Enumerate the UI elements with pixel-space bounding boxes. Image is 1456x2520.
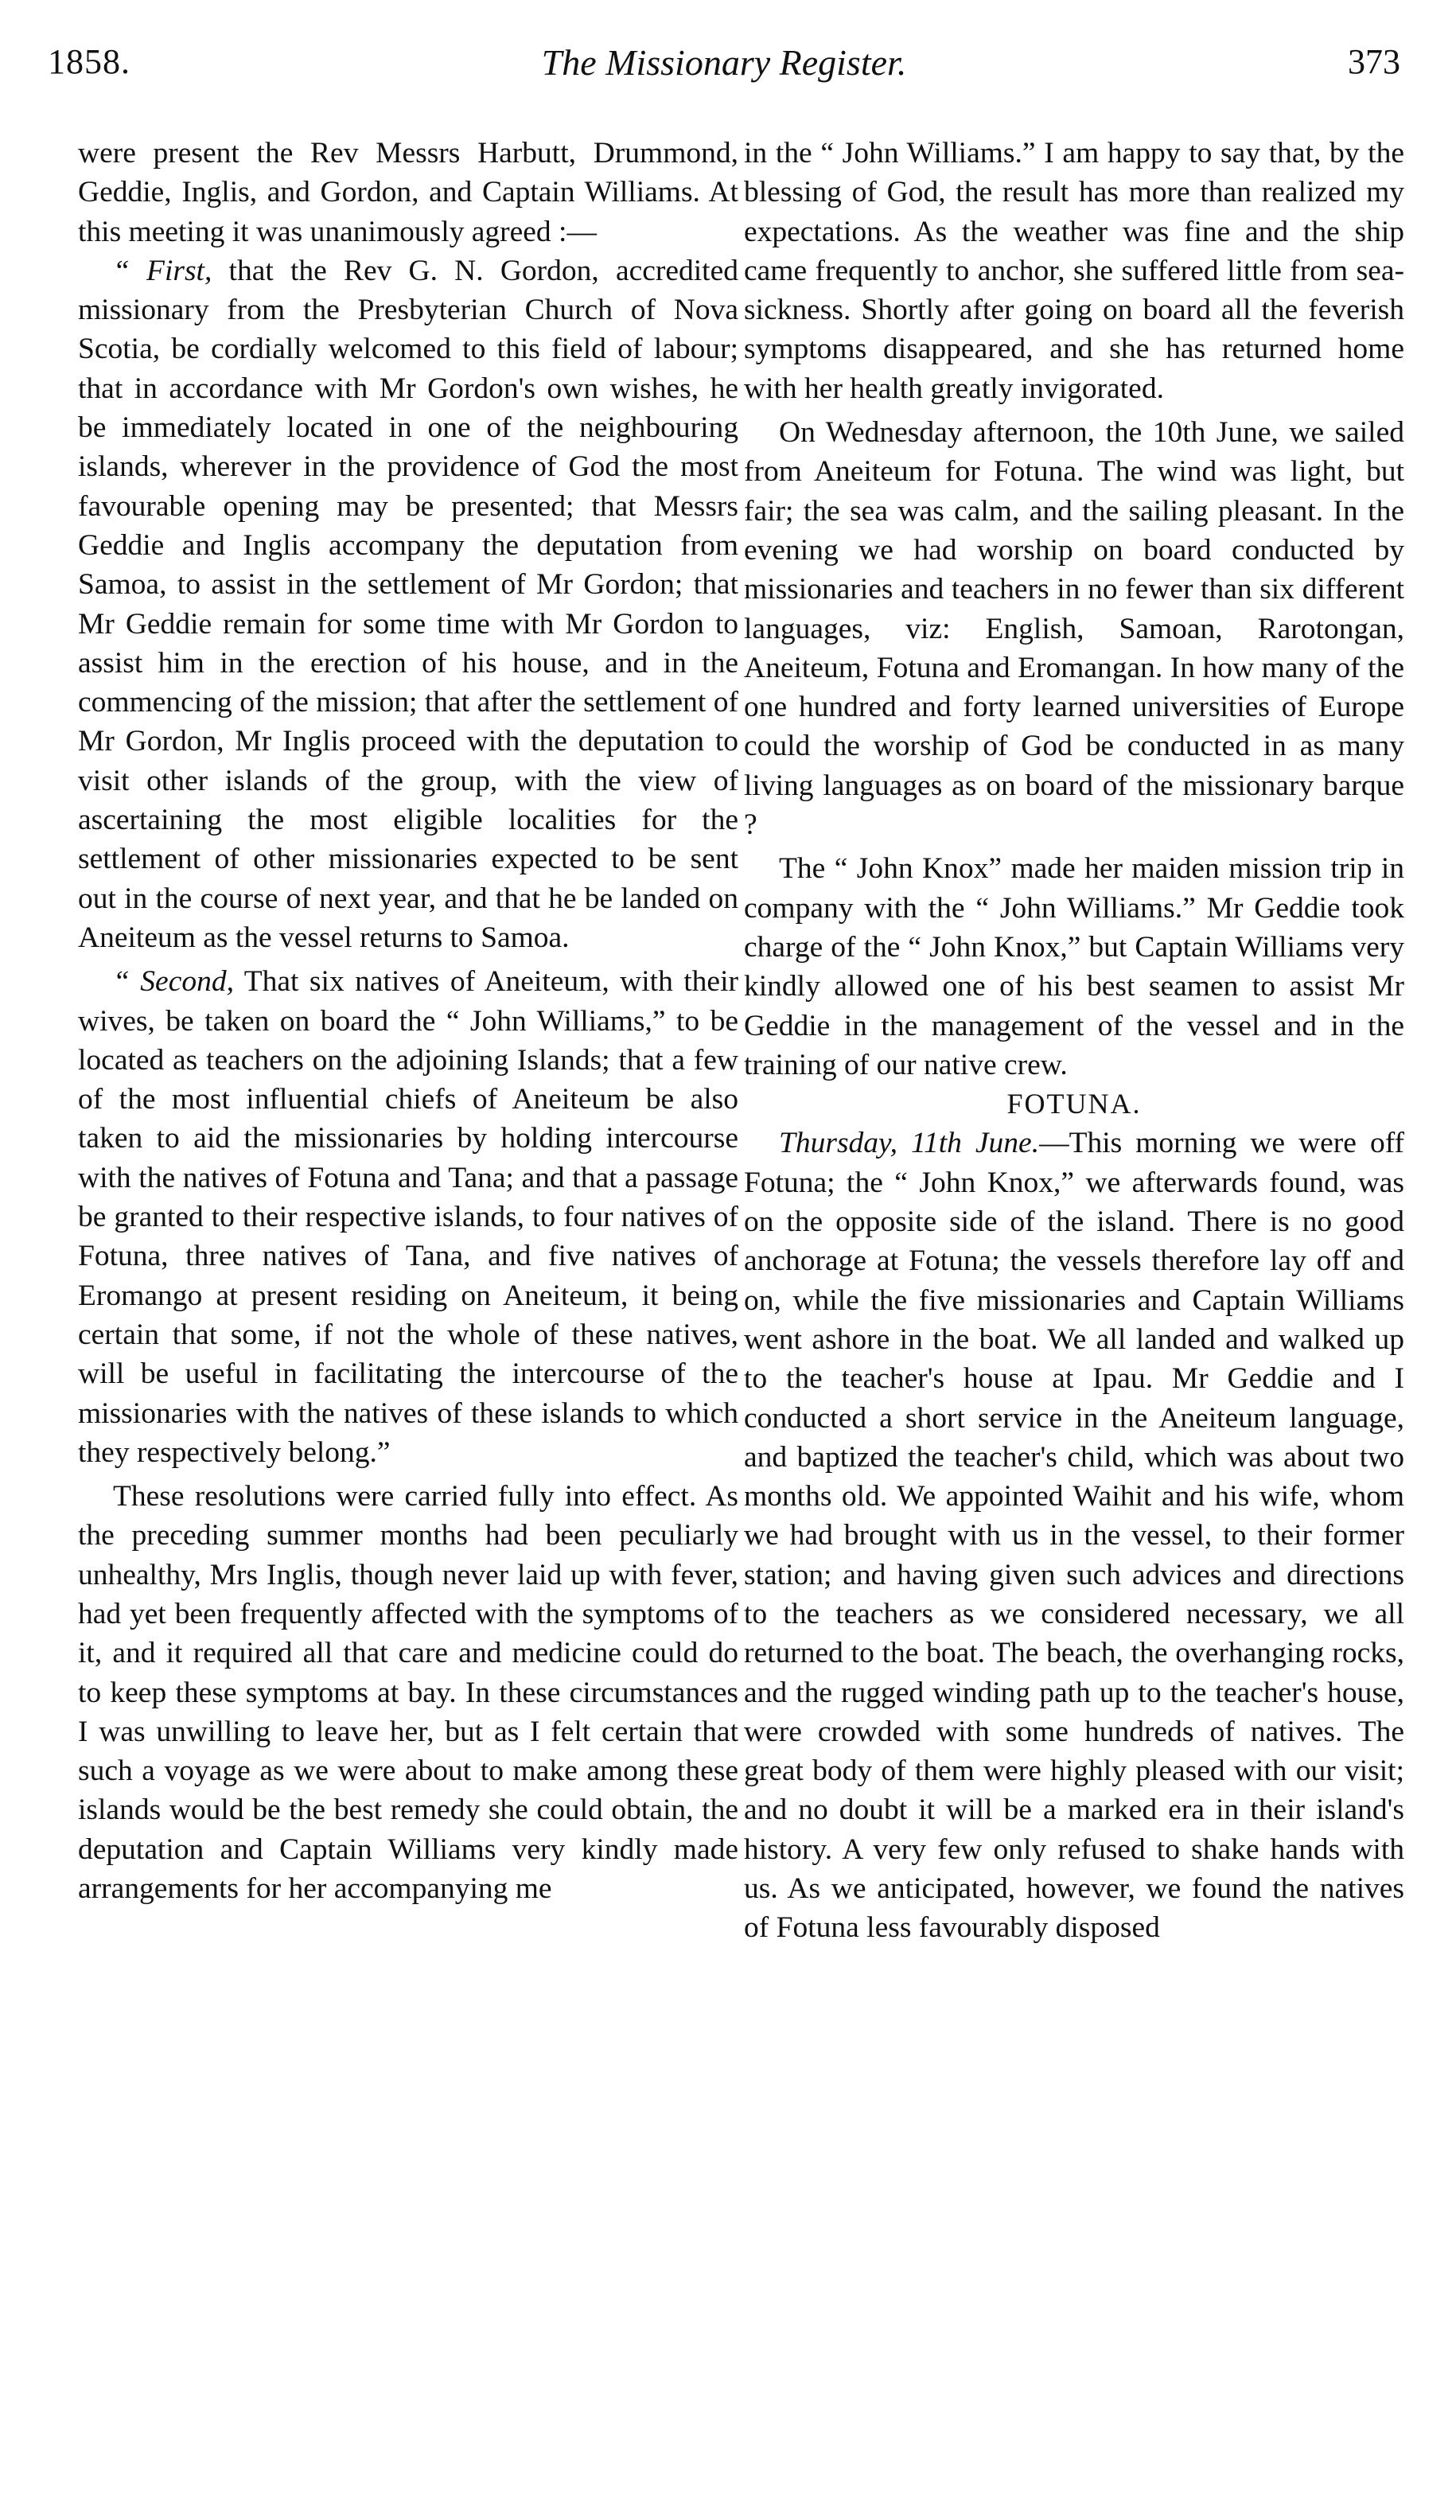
paragraph-first-resolution: [78, 251, 738, 957]
paragraph-meeting: were present the Rev Messrs Harbutt, Drummond, Geddie, Inglis, and Gordon, and Captain Williams. At this meeting it was unanimously agreed :—: [78, 137, 738, 248]
header-year: 1858.: [48, 42, 130, 81]
header-page-number: 373: [1348, 42, 1400, 81]
first-resolution-text: that the Rev G. N. Gordon, accredited missionary from the Presbyterian Church of Nova Scotia, be cordially welcomed to this field of labour; that in accordance with Mr Gordon's own wishes, he be immediately located in one of the neighbouring islands, wherever in the providence of God the most favourable opening may be presented; that Messrs Geddie and Inglis accompany the deputation from Samoa, to assist in the settlement of Mr Gordon; that Mr Geddie remain for some time with Mr Gordon to assist him in the erection of his house, and in the commencing of the mission; that after the settlement of Mr Gordon, Mr Inglis proceed with the deputation to visit other islands of the group, with the view of ascertaining the most eligible localities for the settlement of other missionaries expected to be sent out in the course of next year, and that he be landed on Aneiteum as the vessel returns to Samoa.: [78, 254, 738, 954]
thursday-date-lead: Thursday, 11th June.: [779, 1127, 1040, 1160]
paragraph-sailing-fotuna: On Wednesday afternoon, the 10th June, we sailed from Aneiteum for Fotuna. The wind was light, but fair; the sea was calm, and the sailing pleasant. In the evening we had worship on board conducted by missionaries and teachers in no fewer than six different languages, viz: English, Samoan, Rarotongan, Aneiteum, Fotuna and Eromangan. In how many of the one hundred and forty learned universities of Europe could the worship of God be conducted in as many living languages as on board of the missionary barque ?: [744, 416, 1404, 842]
paragraph-resolutions-carried: These resolutions were carried fully into effect. As the preceding summer months had been peculiarly unhealthy, Mrs Inglis, though never laid up with fever, had yet been frequently affected with the symptoms of it, and it required all that care and medicine could do to keep these symptoms at bay. In these circumstances I was unwilling to leave her, but as I felt certain that such a voyage as we were about to make among these islands would be the best remedy she could obtain, the deputation and Captain Williams very kindly made arrangements for her accompanying me: [78, 1480, 738, 1906]
running-head: [48, 41, 1400, 113]
section-heading-fotuna: FOTUNA.: [1006, 1088, 1142, 1120]
right-column: [744, 134, 1404, 1948]
paragraph-thursday: [744, 1124, 1404, 1947]
header-title: The Missionary Register.: [541, 42, 907, 83]
paragraph-john-williams: in the “ John Williams.” I am happy to say that, by the blessing of God, the result has more than realized my expectations. As the weather was fine and the ship came frequently to anchor, she suffered little from sea-sickness. Shortly after going on board all the feverish symptoms disappeared, and she has returned home with her health greatly invigorated.: [744, 137, 1404, 405]
first-resolution-lead: “ First,: [113, 254, 212, 287]
paragraph-second-resolution: [78, 962, 738, 1472]
second-resolution-lead: “ Second,: [113, 965, 234, 999]
thursday-text: —This morning we were off Fotuna; the “ John Knox,” we afterwards found, was on the opposite side of the island. There is no good anchorage at Fotuna; the vessels therefore lay off and on, while the five missionaries and Captain Williams went ashore in the boat. We all landed and walked up to the teacher's house at Ipau. Mr Geddie and I conducted a short service in the Aneiteum language, and baptized the teacher's child, which was about two months old. We appointed Waihit and his wife, whom we had brought with us in the vessel, to their former station; and having given such advices and directions to the teachers as we considered necessary, we all returned to the boat. The beach, the overhanging rocks, and the rugged winding path up to the teacher's house, were crowded with some hundreds of natives. The great body of them were highly pleased with our visit; and no doubt it will be a marked era in their island's history. A very few only refused to shake hands with us. As we anticipated, however, we found the natives of Fotuna less favourably disposed: [744, 1127, 1404, 1945]
left-column: [78, 134, 738, 1908]
paragraph-john-knox: The “ John Knox” made her maiden mission trip in company with the “ John Williams.” Mr Geddie took charge of the “ John Knox,” but Captain Williams very kindly allowed one of his best seamen to assist Mr Geddie in the management of the vessel and in the training of our native crew.: [744, 852, 1404, 1081]
second-resolution-text: That six natives of Aneiteum, with their wives, be taken on board the “ John Williams,” to be located as teachers on the adjoining Islands; that a few of the most influential chiefs of Aneiteum be also taken to aid the missionaries by holding intercourse with the natives of Fotuna and Tana; and that a passage be granted to their respective islands, to four natives of Fotuna, three natives of Tana, and five natives of Eromango at present residing on Aneiteum, it being certain that some, if not the whole of these natives, will be useful in facilitating the intercourse of the missionaries with the natives of these islands to which they respectively belong.”: [78, 965, 738, 1469]
